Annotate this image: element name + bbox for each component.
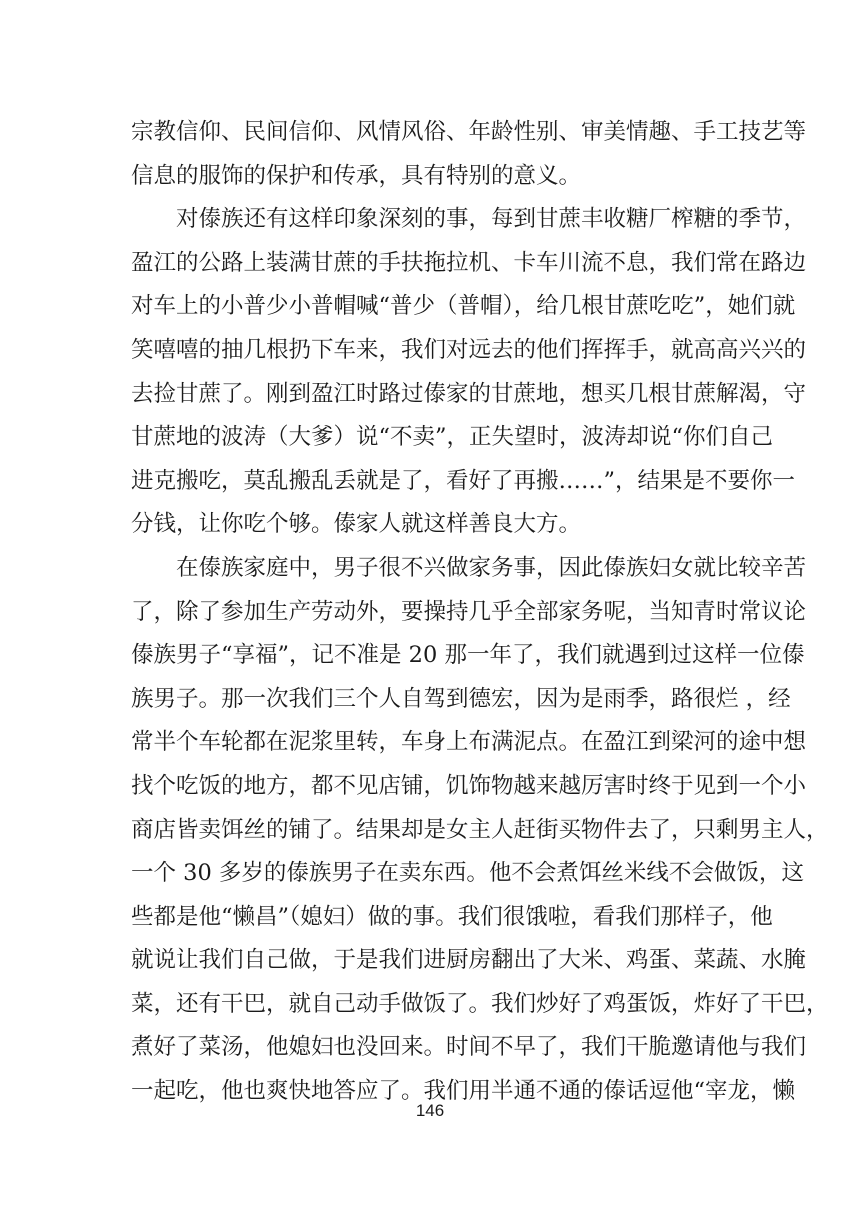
text-line: 傣族男子“享福”，记不准是 20 那一年了，我们就遇到过这样一位傣 [131,642,805,669]
page-number: 146 [415,1101,445,1120]
body-text [131,111,829,1114]
text-line: 在傣族家庭中，男子很不兴做家务事，因此傣族妇女就比较辛苦 [176,554,807,581]
text-line: 了，除了参加生产劳动外，要操持几乎全部家务呢，当知青时常议论 [131,598,807,625]
text-line: 些都是他“懒昌”（媳妇）做的事。我们很饿啦，看我们那样子，他 [131,903,773,930]
text-line: 盈江的公路上装满甘蔗的手扶拖拉机、卡车川流不息，我们常在路边 [131,249,807,276]
text-line: 找个吃饭的地方，都不见店铺，饥饰物越来越厉害时终于见到一个小 [131,772,807,799]
paragraph [131,547,829,1114]
text-line: 进克搬吃，莫乱搬乱丢就是了，看好了再搬……”，结果是不要你一 [131,467,796,494]
paragraph [131,198,807,547]
text-line: 就说让我们自己做，于是我们进厨房翻出了大米、鸡蛋、菜蔬、水腌 [131,947,807,974]
text-line: 一个 30 多岁的傣族男子在卖东西。他不会煮饵丝米线不会做饭，这 [131,860,804,887]
text-line: 笑嘻嘻的抽几根扔下车来，我们对远去的他们挥挥手，就高高兴兴的 [131,336,807,363]
text-line: 族男子。那一次我们三个人自驾到德宏，因为是雨季，路很烂 ，经 [131,685,791,712]
text-line: 常半个车轮都在泥浆里转，车身上布满泥点。在盈江到梁河的途中想 [131,729,807,756]
text-line: 一起吃，他也爽快地答应了。我们用半通不通的傣话逗他“宰龙，懒 [131,1078,796,1105]
text-line: 对傣族还有这样印象深刻的事，每到甘蔗丰收糖厂榨糖的季节， [176,206,807,233]
paragraph [131,111,807,198]
text-line: 宗教信仰、民间信仰、风情风俗、年龄性别、审美情趣、手工技艺等 [131,119,807,145]
text-line: 商店皆卖饵丝的铺了。结果却是女主人赶街买物件去了，只剩男主人， [131,816,829,843]
text-line: 分钱，让你吃个够。傣家人就这样善良大方。 [131,511,582,538]
text-line: 煮好了菜汤，他媳妇也没回来。时间不早了，我们干脆邀请他与我们 [131,1034,807,1061]
text-line: 信息的服饰的保护和传承，具有特别的意义。 [131,162,582,189]
text-line: 菜，还有干巴，就自己动手做饭了。我们炒好了鸡蛋饭，炸好了干巴， [131,990,829,1017]
text-line: 对车上的小普少小普帽喊“普少（普帽），给几根甘蔗吃吃”，她们就 [131,293,796,320]
text-line: 甘蔗地的波涛（大爹）说“不卖”，正失望时，波涛却说“你们自己 [131,424,774,451]
text-line: 去捡甘蔗了。刚到盈江时路过傣家的甘蔗地，想买几根甘蔗解渴，守 [131,380,807,407]
